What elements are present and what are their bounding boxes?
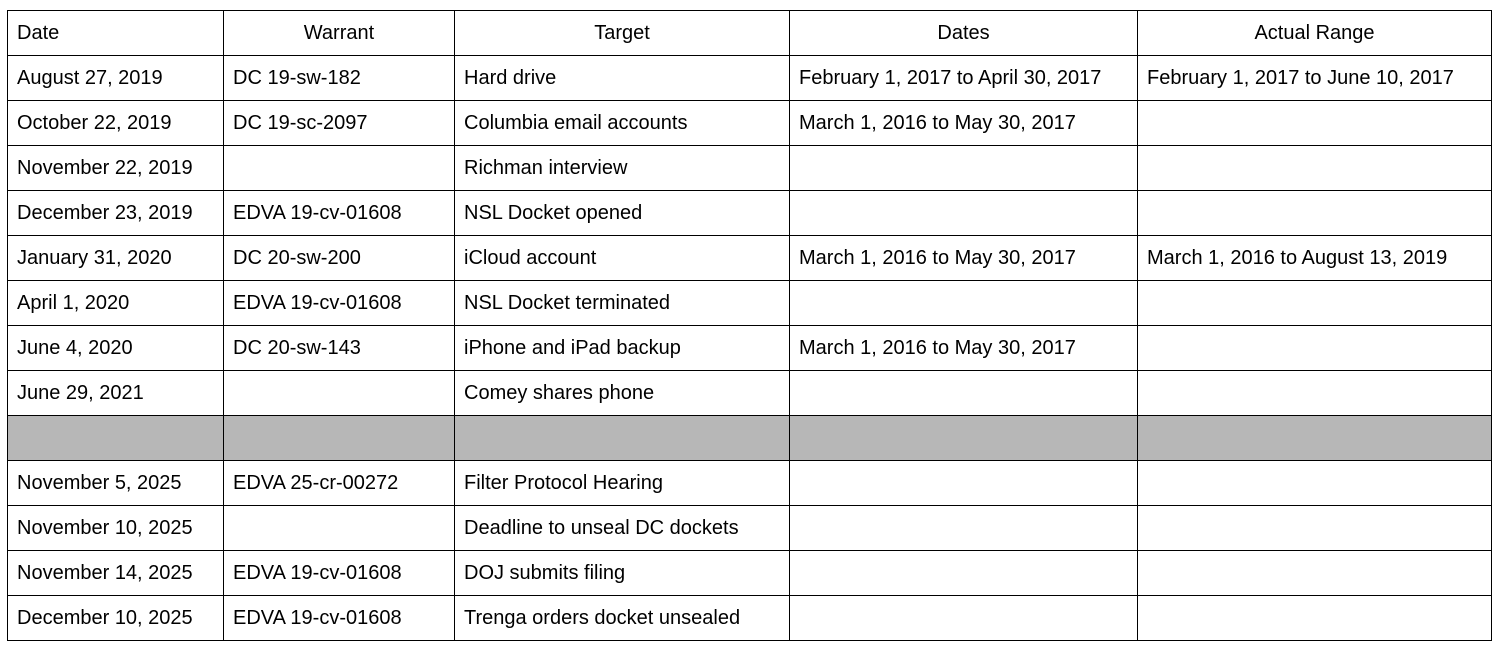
cell-actual-range bbox=[1138, 461, 1492, 506]
cell-dates bbox=[790, 281, 1138, 326]
cell-date: June 4, 2020 bbox=[8, 326, 224, 371]
separator-cell bbox=[790, 416, 1138, 461]
cell-date: November 5, 2025 bbox=[8, 461, 224, 506]
cell-actual-range bbox=[1138, 191, 1492, 236]
timeline-table bbox=[7, 10, 1492, 641]
table-row bbox=[8, 281, 1492, 326]
cell-dates: March 1, 2016 to May 30, 2017 bbox=[790, 326, 1138, 371]
cell-warrant bbox=[224, 371, 455, 416]
header-warrant: Warrant bbox=[224, 11, 455, 56]
cell-actual-range bbox=[1138, 551, 1492, 596]
cell-target: Deadline to unseal DC dockets bbox=[455, 506, 790, 551]
separator-row bbox=[8, 416, 1492, 461]
cell-dates: March 1, 2016 to May 30, 2017 bbox=[790, 236, 1138, 281]
cell-date: December 23, 2019 bbox=[8, 191, 224, 236]
cell-target: DOJ submits filing bbox=[455, 551, 790, 596]
cell-date: November 10, 2025 bbox=[8, 506, 224, 551]
cell-target: NSL Docket terminated bbox=[455, 281, 790, 326]
cell-date: August 27, 2019 bbox=[8, 56, 224, 101]
cell-target: iCloud account bbox=[455, 236, 790, 281]
cell-target: Comey shares phone bbox=[455, 371, 790, 416]
cell-actual-range bbox=[1138, 326, 1492, 371]
table-row bbox=[8, 56, 1492, 101]
header-target: Target bbox=[455, 11, 790, 56]
cell-actual-range bbox=[1138, 596, 1492, 641]
separator-cell bbox=[8, 416, 224, 461]
cell-target: Columbia email accounts bbox=[455, 101, 790, 146]
cell-dates: February 1, 2017 to April 30, 2017 bbox=[790, 56, 1138, 101]
cell-warrant bbox=[224, 506, 455, 551]
cell-warrant bbox=[224, 146, 455, 191]
cell-date: November 22, 2019 bbox=[8, 146, 224, 191]
cell-warrant: EDVA 19-cv-01608 bbox=[224, 281, 455, 326]
cell-warrant: DC 20-sw-200 bbox=[224, 236, 455, 281]
cell-dates bbox=[790, 551, 1138, 596]
cell-warrant: EDVA 19-cv-01608 bbox=[224, 191, 455, 236]
table-row bbox=[8, 461, 1492, 506]
cell-target: Filter Protocol Hearing bbox=[455, 461, 790, 506]
cell-target: Trenga orders docket unsealed bbox=[455, 596, 790, 641]
cell-dates bbox=[790, 506, 1138, 551]
cell-date: April 1, 2020 bbox=[8, 281, 224, 326]
cell-warrant: EDVA 25-cr-00272 bbox=[224, 461, 455, 506]
header-date: Date bbox=[8, 11, 224, 56]
cell-actual-range: March 1, 2016 to August 13, 2019 bbox=[1138, 236, 1492, 281]
cell-actual-range bbox=[1138, 371, 1492, 416]
cell-warrant: EDVA 19-cv-01608 bbox=[224, 596, 455, 641]
separator-cell bbox=[1138, 416, 1492, 461]
cell-actual-range: February 1, 2017 to June 10, 2017 bbox=[1138, 56, 1492, 101]
table-row bbox=[8, 551, 1492, 596]
cell-dates bbox=[790, 371, 1138, 416]
header-dates: Dates bbox=[790, 11, 1138, 56]
table-row bbox=[8, 371, 1492, 416]
cell-warrant: DC 20-sw-143 bbox=[224, 326, 455, 371]
cell-warrant: EDVA 19-cv-01608 bbox=[224, 551, 455, 596]
table-row bbox=[8, 326, 1492, 371]
table-row bbox=[8, 191, 1492, 236]
table-row bbox=[8, 236, 1492, 281]
cell-warrant: DC 19-sw-182 bbox=[224, 56, 455, 101]
cell-target: Richman interview bbox=[455, 146, 790, 191]
cell-dates bbox=[790, 596, 1138, 641]
cell-dates bbox=[790, 146, 1138, 191]
cell-target: Hard drive bbox=[455, 56, 790, 101]
cell-date: October 22, 2019 bbox=[8, 101, 224, 146]
cell-date: June 29, 2021 bbox=[8, 371, 224, 416]
cell-date: November 14, 2025 bbox=[8, 551, 224, 596]
header-actual-range: Actual Range bbox=[1138, 11, 1492, 56]
cell-actual-range bbox=[1138, 146, 1492, 191]
cell-date: January 31, 2020 bbox=[8, 236, 224, 281]
cell-dates bbox=[790, 461, 1138, 506]
header-row bbox=[8, 11, 1492, 56]
cell-target: NSL Docket opened bbox=[455, 191, 790, 236]
table-row bbox=[8, 506, 1492, 551]
separator-cell bbox=[455, 416, 790, 461]
cell-actual-range bbox=[1138, 281, 1492, 326]
cell-actual-range bbox=[1138, 101, 1492, 146]
table-row bbox=[8, 101, 1492, 146]
cell-target: iPhone and iPad backup bbox=[455, 326, 790, 371]
cell-dates bbox=[790, 191, 1138, 236]
cell-actual-range bbox=[1138, 506, 1492, 551]
table-row bbox=[8, 146, 1492, 191]
cell-date: December 10, 2025 bbox=[8, 596, 224, 641]
table-row bbox=[8, 596, 1492, 641]
cell-warrant: DC 19-sc-2097 bbox=[224, 101, 455, 146]
cell-dates: March 1, 2016 to May 30, 2017 bbox=[790, 101, 1138, 146]
separator-cell bbox=[224, 416, 455, 461]
